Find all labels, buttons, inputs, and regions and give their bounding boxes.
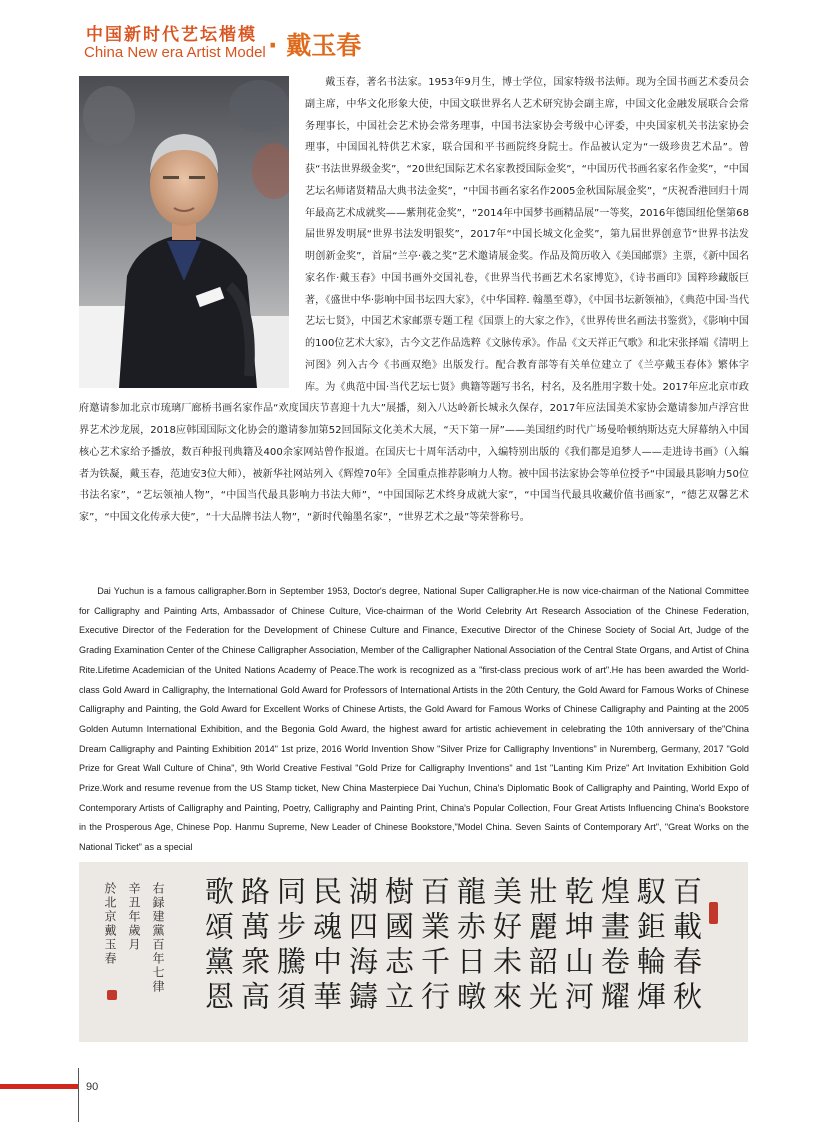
calligraphy-column: 百載春秋 [669,876,703,1016]
calligraphy-inscription: 於北京戴玉春 [103,882,117,966]
footer-accent-bar [0,1084,78,1089]
calligraphy-inscription: 辛丑年歲月 [127,882,141,952]
calligraphy-inscription: 右録建黨百年七律 [151,882,165,994]
biography-english [79,582,749,858]
calligraphy-column: 同步騰須 [273,876,307,1016]
header-title-cn: 中国新时代艺坛楷模 [86,25,257,45]
calligraphy-column: 壯麗韶光 [525,876,559,1016]
calligraphy-seal-top [709,902,718,924]
calligraphy-column: 路萬衆高 [237,876,271,1016]
calligraphy-column: 樹國志立 [381,876,415,1016]
calligraphy-column: 民魂中華 [309,876,343,1016]
calligraphy-column: 歌頌黨恩 [201,876,235,1016]
biography-chinese-text: 戴玉春，著名书法家。1953年9月生，博士学位，国家特级书法师。现为全国书画艺术委员会副主席，中华文化形象大使，中国文联世界名人艺术研究协会副主席，中国文化金融发展联合会常务理事长，中国社会艺术协会常务理事，中国书法家协会考级中心评委，中央国家机关书法家协会理事，中国国礼特供艺术家，联合国和平书画院终身院士。作品被认定为“一级珍贵艺术品”。曾获“书法世界级金奖”，“20世纪国际艺术名家教授国际金奖”，“中国历代书画名家名作金奖”，“中国艺坛名师诸贤精品大典书法金奖”，“中国书画名家名作2005金秋国际展金奖”，“庆祝香港回归十周年最高艺术成就奖——紫荆花金奖”，“2014年中国梦书画精品展”一等奖，2016年德国纽伦堡第68届世界发明展“世界书法发明银奖”，2017年“中国长城文化金奖”，第九届世界创意节“世界书法发明创新金奖”，首届“兰亭·羲之奖”艺术邀请展金奖。作品及简历收入《美国邮票》主票，《新中国名家名作·戴玉春》中国书画外交国礼卷，《世界当代书画艺术名家博览》，《诗书画印》国粹珍藏版巨著，《盛世中华·影响中国书坛四大家》，《中华国粹. 翰墨至尊》，《中国书坛新领袖》，《典范中国·当代艺坛七贤》，中国艺术家邮票专题工程《国票上的大家之作》，《世界传世名画法书鉴赏》，《影响中国的100位艺术大家》，古今文艺作品选粹《文脉传承》。作品《文天祥正气歌》和北宋张择端《清明上河图》列入古今《书画双绝》出版发行。配合教育部等有关单位建立了《兰亭戴玉春体》繁体字库。为《典范中国·当代艺坛七贤》典籍等题写书名，村名，及名胜用字数十处。2017年应北京市政府邀请参加北京市琉璃厂廊桥书画名家作品“欢度国庆节喜迎十九大”展播，刻入八达岭新长城永久保存，2017年应法国美术家协会邀请参加卢浮宫世界艺术沙龙展，2018应韩国国际文化协会的邀请参加第52回国际文化美术大展，“天下第一屏”——美国纽约时代广场曼哈顿纳斯达克大屏幕纳入中国核心艺术家给予播放，数百种报刊典籍及400余家网站曾作报道。在国庆七十周年活动中，入编特别出版的《我们都是追梦人——走进诗书画》（入编者为铁凝，戴玉春，范迪安3位大师），被新华社网站列入《辉煌70年》全国重点推荐影响力人物。被中国书法家协会等单位授予“中国最具影响力50位书法名家”，“艺坛领袖人物”，“中国当代最具影响力书法大师”，“中国国际艺术终身成就大家”，“中国当代最具收藏价值书画家”，“德艺双馨艺术家”，“中国文化传承大使”，“十大品牌书法人物”，“新时代翰墨名家”，“世界艺术之最”等荣誉称号。 [79,77,749,523]
footer-divider [78,1068,79,1122]
page-number: 90 [86,1081,99,1093]
calligraphy-column: 湖四海鑄 [345,876,379,1016]
artist-name: · 戴玉春 [268,31,362,60]
calligraphy-seal-bottom [107,990,117,1000]
biography-english-text: Dai Yuchun is a famous calligrapher.Born in September 1953, Doctor's degree, National Super Calligrapher.He is now vice-chairman of the National Committee for Calligraphy and Painting Arts, Ambassador of Chinese Culture, Vice-chairman of the World Celebrity Art Research Association of the Chinese Federation, Executive Director of the Federation for the Development of Chinese Culture and Finance, Executive Director of the Chinese Society of Social Art, Judge of the Grading Examination Center of the Chinese Calligrapher Association, Member of the Calligrapher National Association of the Central State Organs, and Artist of China Rite.Lifetime Academician of the United Nations Academy of Peace.The work is recognized as a "first-class precious work of art".He has been awarded the World-class Gold Award in Calligraphy, the International Gold Award for Professors of International Artists in the 20th Century, the Gold Award for Famous Works of Chinese Calligraphy and Painting, the Gold Award for Excellent Works of Chinese Artists, the Gold Award for Famous Works of Chinese Calligraphy and Painting at the 2005 Golden Autumn International Exhibition, and the Begonia Gold Award, the highest award for artistic achievement in celebrating the 10th anniversary of the"China Dream Calligraphy and Painting Exhibition 2014" 1st prize, 2016 World Invention Show "Silver Prize for Calligraphy Inventions" in Nuremberg, Germany, 2017 "Gold Prize for Great Wall Culture of China", 9th World Creative Festival "Gold Prize for Calligraphy Inventions" and 1st "Lanting Kim Prize" Art Invitation Exhibition Gold Prize.Work and resume revenue from the US Stamp ticket, New China Masterpiece Dai Yuchun, China's Diplomatic Book of Calligraphy and Painting, World Expo of Contemporary Artists of Calligraphy and Painting, Poetry, Calligraphy and Painting Print, China's Popular Collection, Four Great Artists Influencing China's Bookstore in the Prosperous Age, Chinese Pop. Hanmu Supreme, New Leader of Chinese Bookstore,"Model China. Seven Saints of Contemporary Art", "Great Works on the National Ticket" as a special [79,586,749,853]
calligraphy-column: 煌畫卷耀 [597,876,631,1016]
calligraphy-column: 馭鉅輪煇 [633,876,667,1016]
calligraphy-column: 美好未來 [489,876,523,1016]
calligraphy-column: 乾坤山河 [561,876,595,1016]
calligraphy-column: 百業千行 [417,876,451,1016]
biography-chinese [79,72,749,529]
calligraphy-column: 龍赤日暾 [453,876,487,1016]
page-header [84,18,604,68]
photo-wrap-spacer [79,72,305,390]
header-title-en: China New era Artist Model [84,44,266,61]
calligraphy-artwork [79,862,748,1042]
